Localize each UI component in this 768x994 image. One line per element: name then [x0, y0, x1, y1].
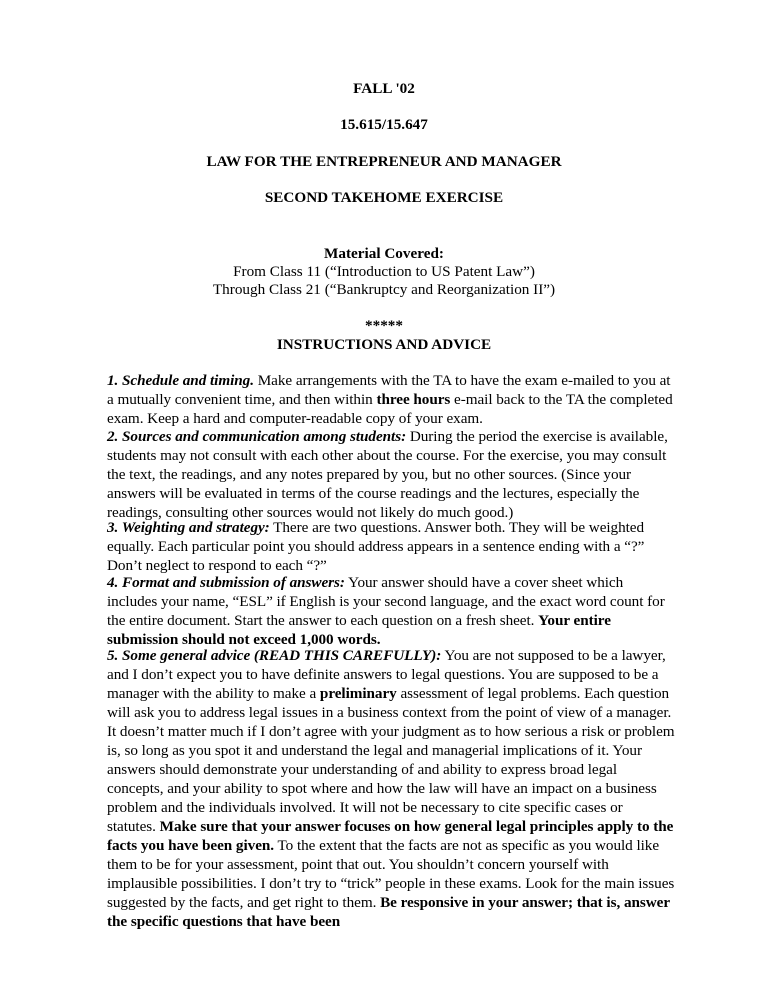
material-through-line: Through Class 21 (“Bankruptcy and Reorganization II”): [212, 281, 556, 298]
exercise-title: SECOND TAKEHOME EXERCISE: [264, 189, 504, 206]
instructions-title: INSTRUCTIONS AND ADVICE: [276, 336, 492, 353]
instruction-schedule: [107, 371, 675, 428]
instruction-advice-bold-b: Make sure that your answer focuses on how general legal principles apply to the facts you have been given.: [107, 818, 674, 854]
instruction-weighting-heading: 3. Weighting and strategy:: [107, 519, 270, 536]
instruction-schedule-text-b: e-mail back to the TA the completed exam. Keep a hard and computer-readable copy of your exam.: [107, 391, 673, 427]
instruction-weighting-text: There are two questions. Answer both. They will be weighted equally. Each particular point you should address appears in a sentence ending with a “?” Don’t neglect to respond to each “?”: [107, 519, 645, 574]
instruction-format-text: Your answer should have a cover sheet which includes your name, “ESL” if English is your second language, and the exact word count for the entire document. Start the answer to each question on a fresh sheet.: [107, 574, 665, 629]
instruction-format: [107, 573, 675, 649]
instruction-schedule-heading: 1. Schedule and timing.: [107, 372, 254, 389]
instruction-advice-text-c: To the extent that the facts are not as specific as you would like them to be for your assessment, point that out. You shouldn’t concern yourself with implausible possibilities. I don’t try to “trick” people in these exams. Look for the main issues suggested by the facts, and get right to them.: [107, 837, 675, 911]
term-heading: FALL '02: [353, 80, 415, 97]
instruction-weighting: [107, 518, 675, 575]
instruction-sources: [107, 427, 675, 522]
separator: *****: [365, 317, 403, 334]
instruction-schedule-bold: three hours: [376, 391, 451, 408]
instruction-format-heading: 4. Format and submission of answers:: [107, 574, 345, 591]
instruction-sources-text: During the period the exercise is available, students may not consult with each other about the course. For the exercise, you may consult the text, the readings, and any notes prepared by you, but no other sources. (Since your answers will be evaluated in terms of the course readings and the lectures, especially the readings, consulting other sources would not likely do much good.): [107, 428, 668, 521]
instruction-advice: [107, 646, 675, 931]
instruction-advice-text-a: You are not supposed to be a lawyer, and I don’t expect you to have definite answers to legal questions. You are supposed to be a manager with the ability to make a: [107, 647, 666, 702]
instruction-sources-heading: 2. Sources and communication among students:: [107, 428, 407, 445]
instruction-advice-bold-a: preliminary: [319, 685, 397, 702]
instruction-advice-bold-c: Be responsive in your answer; that is, answer the specific questions that have been: [107, 894, 670, 930]
instruction-advice-text-b: assessment of legal problems. Each question will ask you to address legal issues in a business context from the point of view of a manager. It doesn’t matter much if I don’t agree with your judgment as to how serious a risk or problem is, so long as you spot it and understand the legal and managerial implications of it. Your answers should demonstrate your understanding of and ability to express broad legal concepts, and your ability to spot where and how the law will have an impact on a business problem and the individuals involved. It will not be necessary to cite specific cases or statutes.: [107, 685, 675, 835]
instruction-format-bold: Your entire submission should not exceed 1,000 words.: [107, 612, 611, 648]
instruction-schedule-text-a: Make arrangements with the TA to have the exam e-mailed to you at a mutually convenient time, and then within: [107, 372, 671, 408]
instruction-advice-heading: 5. Some general advice (READ THIS CAREFULLY):: [107, 647, 442, 664]
material-heading: Material Covered:: [324, 245, 444, 262]
course-numbers: 15.615/15.647: [340, 116, 428, 133]
material-from-line: From Class 11 (“Introduction to US Patent Law”): [233, 263, 535, 280]
course-title: LAW FOR THE ENTREPRENEUR AND MANAGER: [206, 153, 562, 170]
